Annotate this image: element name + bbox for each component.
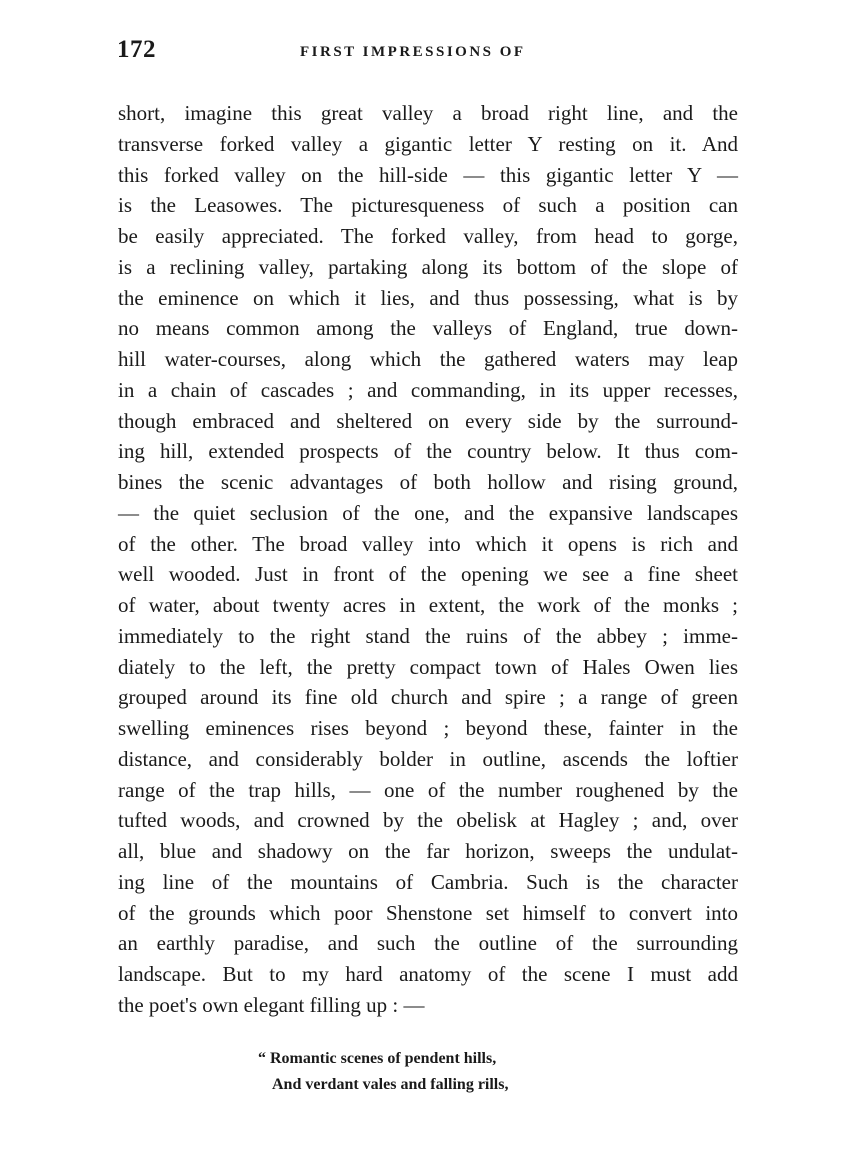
running-title: FIRST IMPRESSIONS OF	[300, 44, 526, 60]
text-line: ing hill, extended prospects of the country below. It thus com-	[118, 439, 738, 464]
verse-quotation	[258, 1046, 508, 1098]
text-line: all, blue and shadowy on the far horizon, sweeps the undulat-	[118, 839, 738, 863]
verse-line: “ Romantic scenes of pendent hills,	[258, 1050, 497, 1067]
text-line: range of the trap hills, — one of the number roughened by the	[118, 777, 738, 802]
text-line: of water, about twenty acres in extent, the work of the monks ;	[118, 593, 738, 617]
text-line: this forked valley on the hill-side — this gigantic letter Y —	[118, 162, 738, 187]
text-line: ing line of the mountains of Cambria. Such is the character	[118, 869, 738, 894]
text-line: grouped around its fine old church and spire ; a range of green	[118, 685, 738, 710]
body-paragraph	[118, 98, 738, 1021]
text-line: tufted woods, and crowned by the obelisk at Hagley ; and, over	[118, 808, 738, 833]
text-line: is a reclining valley, partaking along its bottom of the slope of	[118, 254, 738, 279]
text-line: is the Leasowes. The picturesqueness of such a position can	[118, 193, 738, 218]
text-line: immediately to the right stand the ruins of the abbey ; imme-	[118, 623, 738, 648]
text-line: transverse forked valley a gigantic letter Y resting on it. And	[118, 131, 738, 156]
text-line: of the other. The broad valley into which it opens is rich and	[118, 531, 738, 556]
text-line: diately to the left, the pretty compact town of Hales Owen lies	[118, 654, 738, 679]
text-line: no means common among the valleys of England, true down-	[118, 316, 738, 341]
text-line: be easily appreciated. The forked valley, from head to gorge,	[118, 224, 738, 248]
text-line: in a chain of cascades ; and commanding, in its upper recesses,	[118, 377, 738, 402]
text-line: the poet's own elegant filling up : —	[118, 992, 425, 1017]
text-line: of the grounds which poor Shenstone set himself to convert into	[118, 900, 738, 925]
text-line: though embraced and sheltered on every side by the surround-	[118, 408, 738, 433]
text-line: swelling eminences rises beyond ; beyond these, fainter in the	[118, 716, 738, 740]
text-line: landscape. But to my hard anatomy of the scene I must add	[118, 962, 738, 986]
text-line: an earthly paradise, and such the outline of the surrounding	[118, 931, 738, 956]
verse-line: And verdant vales and falling rills,	[272, 1076, 509, 1093]
text-line: bines the scenic advantages of both hollow and rising ground,	[118, 470, 738, 494]
text-line: well wooded. Just in front of the opening we see a fine sheet	[118, 562, 738, 587]
page-number: 172	[117, 36, 156, 63]
text-line: the eminence on which it lies, and thus possessing, what is by	[118, 285, 738, 310]
text-line: hill water-courses, along which the gathered waters may leap	[118, 347, 738, 371]
text-line: — the quiet seclusion of the one, and the expansive landscapes	[118, 500, 738, 525]
text-line: distance, and considerably bolder in outline, ascends the loftier	[118, 746, 738, 771]
text-line: short, imagine this great valley a broad right line, and the	[118, 101, 738, 125]
